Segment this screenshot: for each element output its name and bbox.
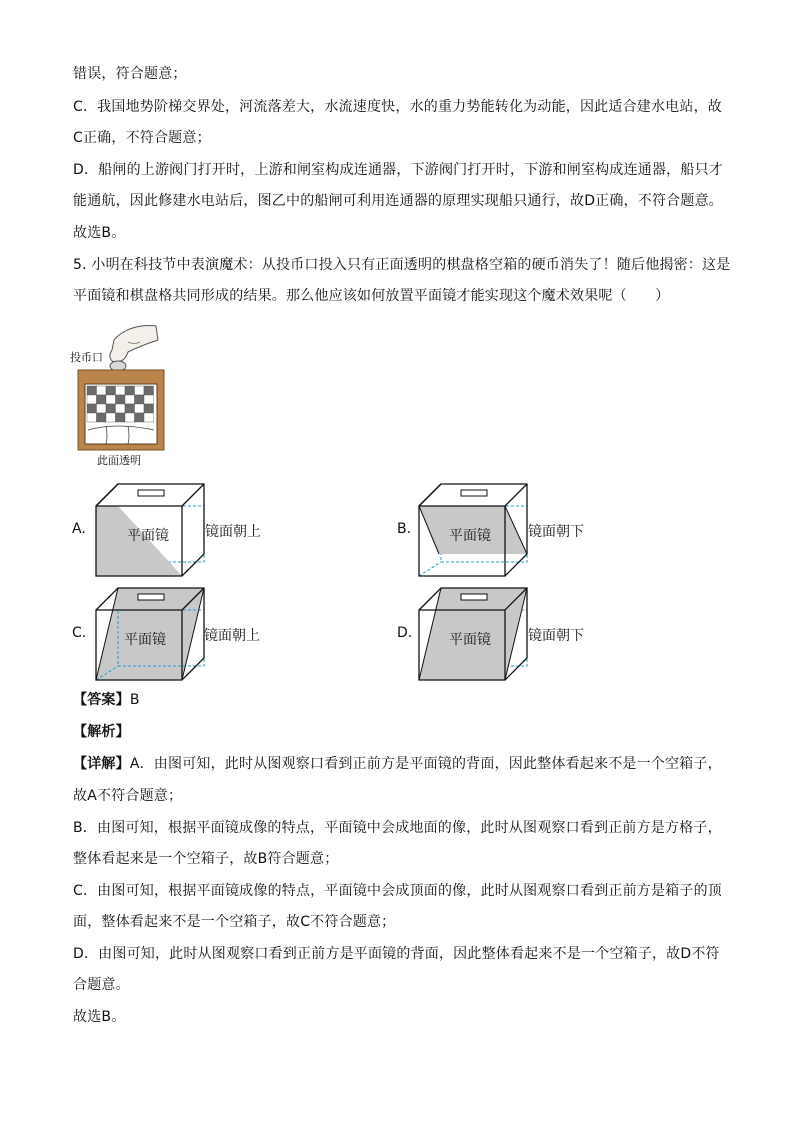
checker-cell (135, 395, 145, 404)
transparent-face-label: 此面透明 (97, 454, 141, 467)
magic-box-figure (66, 318, 176, 468)
checker-cell (144, 413, 154, 422)
answer-value: B (129, 692, 140, 708)
detail-line-4: 整体看起来是一个空箱子，故B符合题意； (73, 851, 339, 867)
detail-line-8: 合题意。 (73, 977, 130, 993)
checker-cell (87, 386, 97, 395)
option-a-note: 镜面朝上 (205, 524, 261, 540)
question-line-2: 平面镜和棋盘格共同形成的结果。那么他应该如何放置平面镜才能实现这个魔术效果呢（ ） (73, 288, 670, 304)
checker-cell (135, 413, 145, 422)
checker-cell (125, 386, 135, 395)
checker-cell (116, 395, 126, 404)
checker-cell (116, 413, 126, 422)
detail-text-1: A．由图可知，此时从图观察口看到正前方是平面镜的背面，因此整体看起来不是一个空箱子， (129, 756, 722, 772)
detail-label: 【详解】 (73, 756, 130, 772)
detail-line-9: 故选B。 (73, 1009, 126, 1025)
option-a-mirror-label: 平面镜 (127, 528, 169, 544)
coin-slot-label: 投币口 (70, 351, 103, 364)
question-line-1: 5. 小明在科技节中表演魔术：从投币口投入只有正面透明的棋盘格空箱的硬币消失了！随后他揭密：这是 (73, 257, 731, 273)
checker-cell (97, 404, 107, 413)
analysis-label: 【解析】 (73, 724, 130, 740)
checker-cell (144, 404, 154, 413)
checker-cell (97, 395, 107, 404)
checker-cell (106, 386, 116, 395)
answer-label: 【答案】 (73, 692, 130, 708)
text-line-1: 错误，符合题意； (73, 66, 187, 82)
checker-cell (97, 413, 107, 422)
text-line-6: 故选B。 (73, 225, 126, 241)
checker-cell (106, 395, 116, 404)
checker-cell (97, 386, 107, 395)
text-line-2: C．我国地势阶梯交界处，河流落差大，水流速度快，水的重力势能转化为动能，因此适合建水电站，故 (73, 99, 722, 115)
checker-cell (106, 413, 116, 422)
detail-line-2: 故A不符合题意； (73, 788, 183, 804)
option-b-mirror-label: 平面镜 (449, 528, 491, 544)
option-a-letter: A. (72, 521, 86, 537)
option-c-note: 镜面朝上 (204, 628, 260, 644)
option-d-letter: D. (397, 625, 413, 641)
checker-cell (125, 404, 135, 413)
detail-line-3: B．由图可知，根据平面镜成像的特点，平面镜中会成地面的像，此时从图观察口看到正前方是方格子， (73, 820, 722, 836)
detail-line-1 (73, 754, 722, 774)
detail-line-5: C．由图可知，根据平面镜成像的特点，平面镜中会成顶面的像，此时从图观察口看到正前方是箱子的顶 (73, 883, 722, 899)
checker-cell (106, 404, 116, 413)
option-d-note: 镜面朝下 (528, 628, 584, 644)
checker-cell (87, 413, 97, 422)
text-line-4: D．船闸的上游阀门打开时，上游和闸室构成连通器，下游阀门打开时，下游和闸室构成连通器，船只才 (73, 162, 723, 178)
detail-line-7: D．由图可知，此时从图观察口看到正前方是平面镜的背面，因此整体看起来不是一个空箱子，故D不符 (73, 946, 720, 962)
text-line-5: 能通航，因此修建水电站后，图乙中的船闸可利用连通器的原理实现船只通行，故D正确，不符合题意。 (73, 193, 723, 209)
checker-cell (135, 386, 145, 395)
option-b-letter: B. (397, 521, 412, 537)
text-line-3: C正确，不符合题意； (73, 130, 211, 146)
checker-cell (116, 386, 126, 395)
checker-cell (144, 386, 154, 395)
checker-cell (87, 395, 97, 404)
checker-cell (116, 404, 126, 413)
checker-cell (125, 413, 135, 422)
checker-cell (87, 404, 97, 413)
checkerboard (87, 386, 154, 422)
checker-cell (144, 395, 154, 404)
answer-line (73, 690, 140, 710)
checker-cell (125, 395, 135, 404)
option-b-note: 镜面朝下 (528, 524, 584, 540)
option-d-mirror-label: 平面镜 (449, 632, 491, 648)
option-c-letter: C. (72, 625, 87, 641)
checker-cell (135, 404, 145, 413)
detail-line-6: 面，整体看起来不是一个空箱子，故C不符合题意； (73, 914, 396, 930)
option-c-mirror-label: 平面镜 (124, 632, 166, 648)
